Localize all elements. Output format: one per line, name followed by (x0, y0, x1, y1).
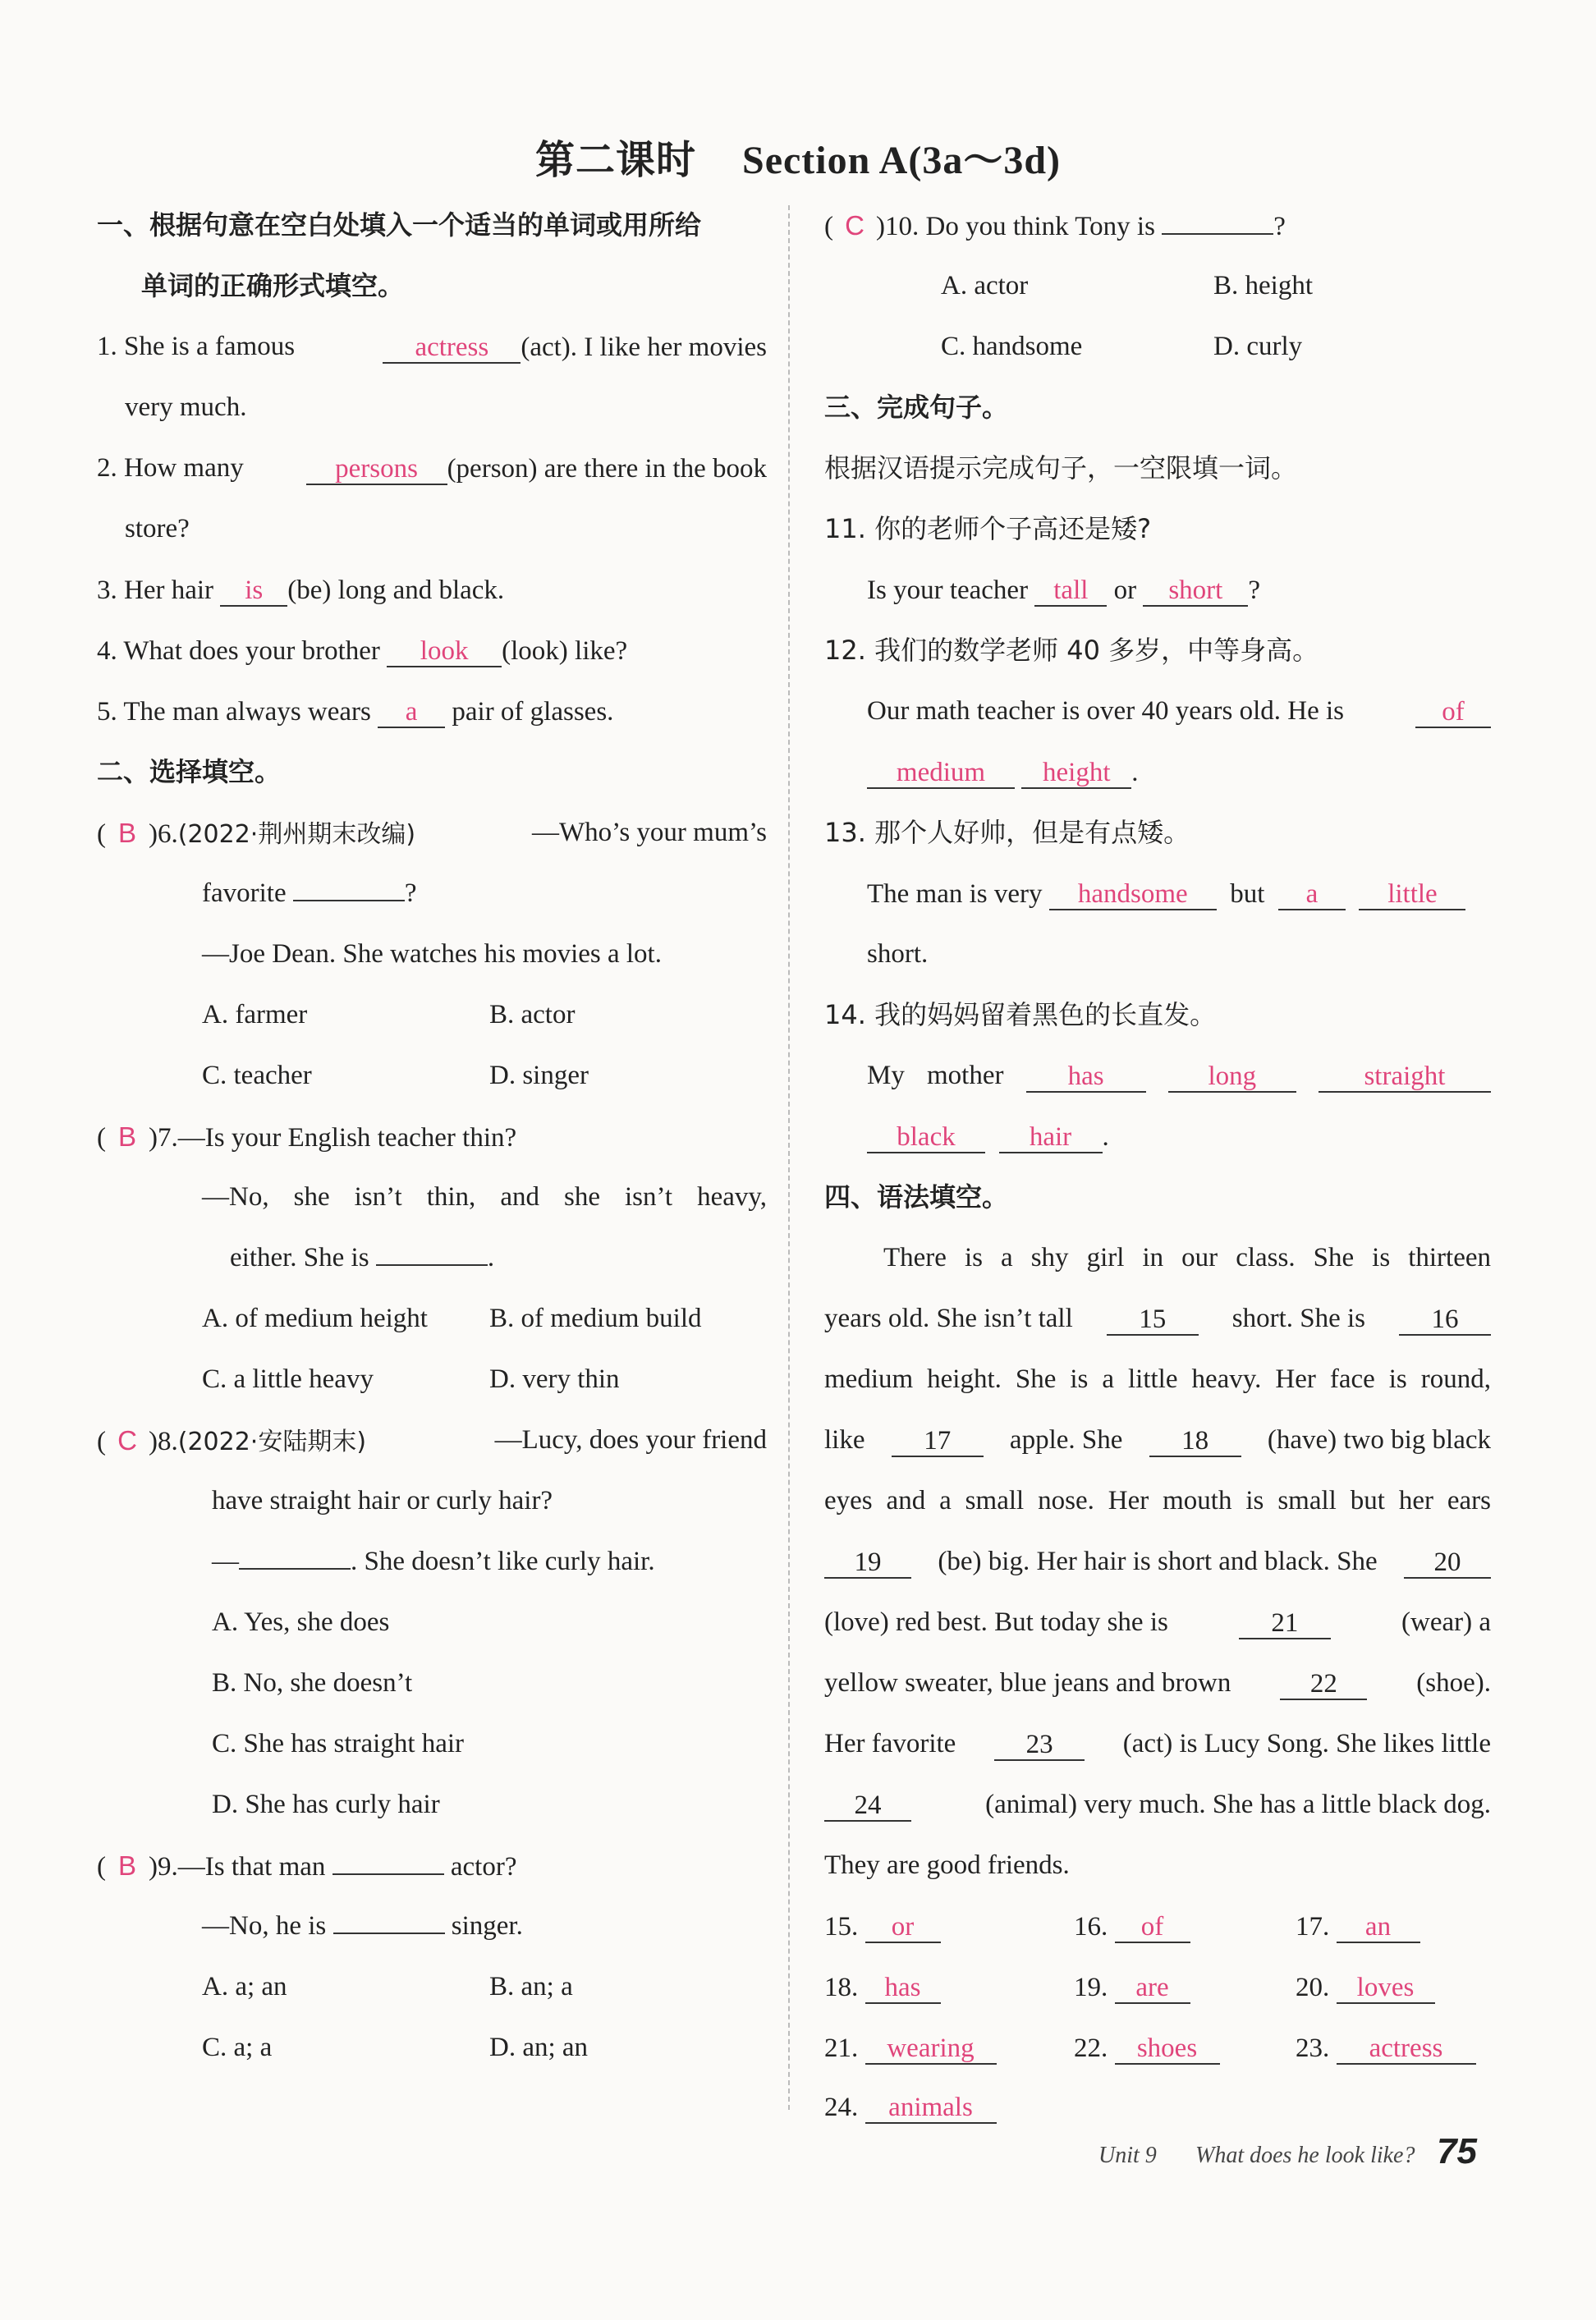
grammar-answer-15: 15. or (824, 1913, 941, 1943)
question-4: 4. What does your brother look (look) like? (97, 636, 628, 666)
passage-line-2: years old. She isn’t tall 15 short. She is 16 (824, 1305, 1491, 1336)
answer-3: is (220, 576, 287, 607)
footer-unit: Unit 9 (1098, 2143, 1157, 2168)
option-9a: A. a; an (202, 1972, 287, 2001)
page-number: 75 (1437, 2131, 1477, 2171)
section2-heading: 二、选择填空。 (97, 756, 282, 787)
question-6-reply: —Joe Dean. She watches his movies a lot. (202, 939, 662, 969)
answer-13c: little (1359, 880, 1465, 910)
question-10: ( C )10. Do you think Tony is ? (824, 210, 1286, 241)
question-7-reply: —No, she isn’t thin, and she isn’t heavy, (202, 1182, 767, 1212)
answer-5: a (378, 698, 445, 728)
option-8a: A. Yes, she does (212, 1607, 390, 1637)
passage-line-3: medium height. She is a little heavy. Her face is round, (824, 1364, 1491, 1394)
answer-2: persons (306, 455, 447, 485)
question-7: ( B )7.—Is your English teacher thin? (97, 1121, 517, 1153)
grammar-answer-20: 20. loves (1296, 1974, 1435, 2004)
question-14-prompt: 14. 我的妈妈留着黑色的长直发。 (824, 999, 1217, 1030)
option-8b: B. No, she doesn’t (212, 1668, 413, 1698)
grammar-answer-17: 17. an (1296, 1913, 1420, 1943)
option-7d: D. very thin (489, 1364, 620, 1394)
question-13: The man is very handsome but a little (867, 880, 1465, 910)
option-8d: D. She has curly hair (212, 1790, 440, 1819)
passage-line-4: like 17 apple. She 18 (have) two big black (824, 1425, 1491, 1456)
choice-answer-6: B (117, 818, 136, 848)
answer-11a: tall (1034, 576, 1107, 607)
option-9d: D. an; an (489, 2033, 589, 2062)
passage-line-6: 19 (be) big. Her hair is short and black. She 20 (824, 1548, 1491, 1579)
section-label: Section A(3a～3d) (742, 139, 1062, 182)
section3-instructions: 根据汉语提示完成句子，一空限填一词。 (824, 452, 1298, 484)
passage-line-7: (love) red best. But today she is 21 (wear) a (824, 1607, 1491, 1638)
section1-heading-cont: 单词的正确形式填空。 (141, 270, 405, 301)
answer-13b: a (1278, 880, 1346, 910)
question-2: 2. How many persons (person) are there in the book (97, 453, 767, 484)
question-3: 3. Her hair is (be) long and black. (97, 575, 505, 605)
passage-line-10: 24 (animal) very much. She has a little black dog. (824, 1791, 1491, 1822)
section1-heading: 一、根据句意在空白处填入一个适当的单词或用所给 (97, 209, 702, 241)
option-7a: A. of medium height (202, 1304, 428, 1333)
section4-heading: 四、语法填空。 (824, 1181, 1009, 1213)
question-6: ( B )6.(2022·荆州期末改编) —Who’s your mum’s (97, 818, 767, 849)
choice-answer-8: C (117, 1425, 137, 1456)
option-6a: A. farmer (202, 1000, 308, 1029)
option-10c: C. handsome (941, 332, 1083, 361)
blank-20: 20 (1404, 1548, 1491, 1579)
grammar-answer-23: 23. actress (1296, 2034, 1476, 2065)
question-12-cont: medium height . (867, 759, 1139, 789)
grammar-answer-19: 19. are (1074, 1974, 1190, 2004)
grammar-answer-16: 16. of (1074, 1913, 1190, 1943)
answer-13a: handsome (1049, 880, 1217, 910)
question-9: ( B )9.—Is that man actor? (97, 1850, 517, 1882)
passage-line-11: They are good friends. (824, 1850, 1070, 1880)
answer-14c: straight (1319, 1062, 1491, 1093)
question-5: 5. The man always wears a pair of glasses. (97, 697, 614, 727)
question-1: 1. She is a famous actress (act). I like her movies (97, 332, 767, 362)
passage-line-8: yellow sweater, blue jeans and brown 22 (shoe). (824, 1668, 1491, 1699)
answer-14a: has (1026, 1062, 1146, 1093)
question-6-cont: favorite ? (202, 878, 417, 908)
question-11: Is your teacher tall or short ? (867, 575, 1260, 605)
question-12: Our math teacher is over 40 years old. He is of (867, 698, 1491, 728)
answer-4: look (387, 637, 502, 667)
choice-answer-9: B (117, 1850, 136, 1881)
grammar-answer-22: 22. shoes (1074, 2034, 1220, 2065)
option-9b: B. an; a (489, 1972, 573, 2001)
section3-heading: 三、完成句子。 (824, 392, 1009, 423)
blank-15: 15 (1107, 1305, 1199, 1336)
option-10a: A. actor (941, 271, 1029, 300)
answer-11b: short (1143, 576, 1248, 607)
blank-18: 18 (1149, 1427, 1241, 1457)
blank-19: 19 (824, 1548, 911, 1579)
question-8-reply: — . She doesn’t like curly hair. (212, 1547, 655, 1576)
question-14-cont: black hair . (867, 1123, 1109, 1153)
choice-answer-10: C (845, 210, 864, 241)
option-10d: D. curly (1213, 332, 1303, 361)
blank-17: 17 (892, 1427, 984, 1457)
option-7b: B. of medium build (489, 1304, 702, 1333)
grammar-answer-24: 24. animals (824, 2093, 997, 2124)
answer-14d: black (867, 1123, 985, 1153)
passage-line-5: eyes and a small nose. Her mouth is small but her ears (824, 1486, 1491, 1515)
option-6b: B. actor (489, 1000, 576, 1029)
footer-unit-title: What does he look like? (1195, 2143, 1415, 2168)
blank-23: 23 (994, 1731, 1085, 1761)
page-title (0, 128, 1596, 185)
grammar-answer-18: 18. has (824, 1974, 941, 2004)
answer-12b: medium (867, 759, 1015, 789)
blank-22: 22 (1280, 1670, 1367, 1700)
option-7c: C. a little heavy (202, 1364, 374, 1394)
blank-21: 21 (1239, 1609, 1331, 1639)
question-8-cont: have straight hair or curly hair? (212, 1486, 553, 1515)
question-13-prompt: 13. 那个人好帅，但是有点矮。 (824, 817, 1190, 848)
question-8: ( C )8.(2022·安陆期末) —Lucy, does your friend (97, 1425, 767, 1456)
answer-14b: long (1168, 1062, 1296, 1093)
option-9c: C. a; a (202, 2033, 273, 2062)
option-8c: C. She has straight hair (212, 1729, 465, 1758)
question-7-cont: either. She is . (230, 1243, 495, 1272)
question-2-cont: store? (125, 514, 190, 543)
choice-answer-7: B (117, 1121, 136, 1152)
column-divider (788, 205, 790, 2110)
question-13-cont: short. (867, 939, 929, 969)
blank-24: 24 (824, 1791, 911, 1822)
question-9-reply: —No, he is singer. (202, 1911, 523, 1941)
lesson-label: 第二课时 (534, 137, 696, 183)
question-14: My mother has long straight (867, 1062, 1491, 1093)
answer-12a: of (1415, 698, 1491, 728)
option-10b: B. height (1213, 271, 1313, 300)
answer-14e: hair (999, 1123, 1103, 1153)
question-1-cont: very much. (125, 392, 247, 422)
passage-line-1: There is a shy girl in our class. She is thirteen (883, 1243, 1491, 1272)
blank-16: 16 (1399, 1305, 1491, 1336)
passage-line-9: Her favorite 23 (act) is Lucy Song. She likes little (824, 1729, 1491, 1759)
grammar-answer-21: 21. wearing (824, 2034, 997, 2065)
answer-12c: height (1021, 759, 1131, 789)
option-6c: C. teacher (202, 1061, 312, 1090)
question-11-prompt: 11. 你的老师个子高还是矮? (824, 513, 1152, 544)
answer-1: actress (383, 333, 521, 364)
option-6d: D. singer (489, 1061, 589, 1090)
question-12-prompt: 12. 我们的数学老师 40 多岁，中等身高。 (824, 635, 1319, 666)
